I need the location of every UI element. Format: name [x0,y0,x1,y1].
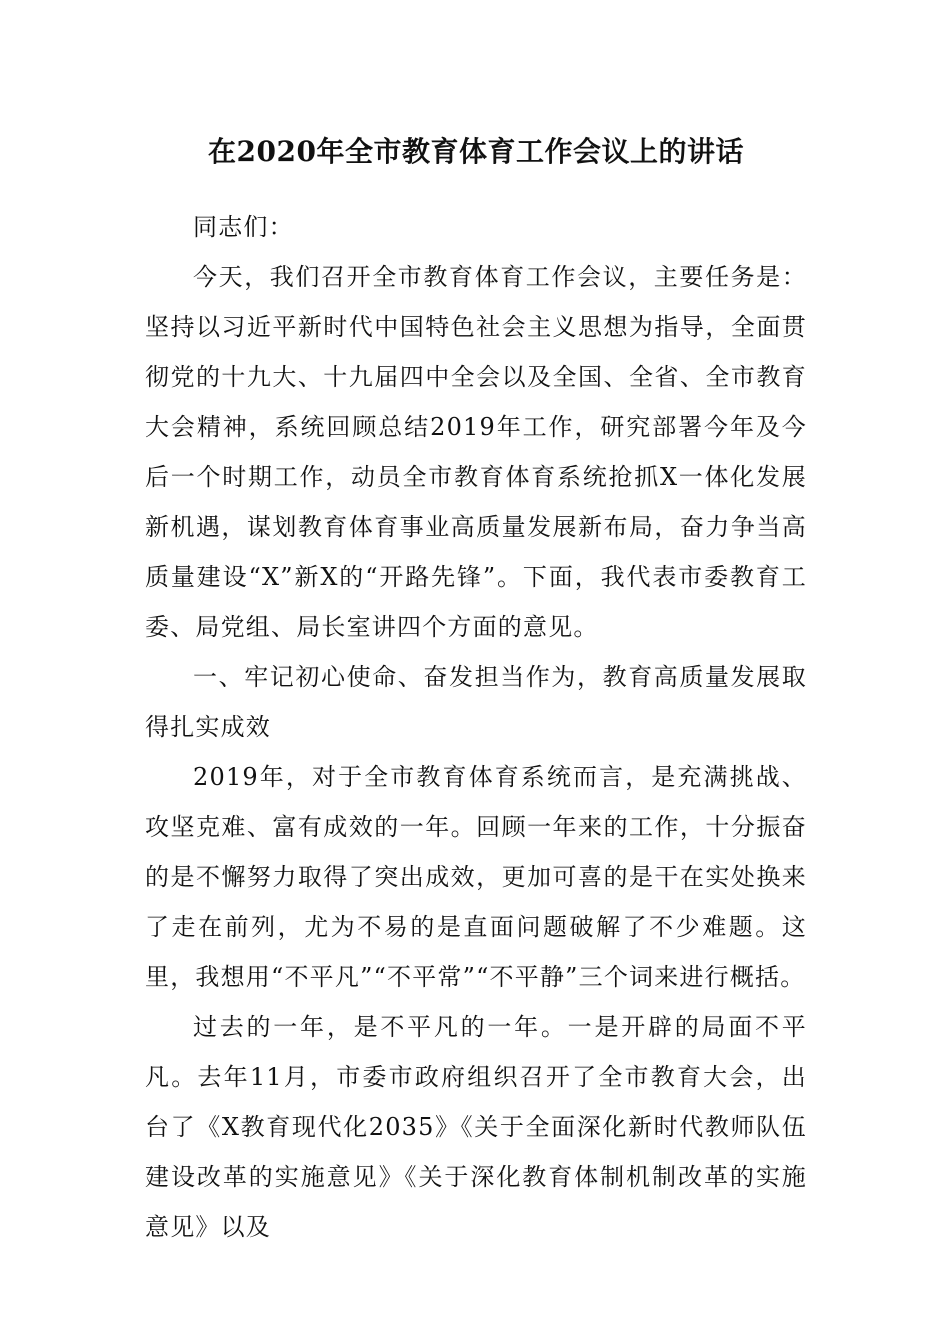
intro-paragraph: 今天，我们召开全市教育体育工作会议，主要任务是：坚持以习近平新时代中国特色社会主义思想为指导，全面贯彻党的十九大、十九届四中全会以及全国、全省、全市教育大会精神，系统回顾总结2019年工作，研究部署今年及今后一个时期工作，动员全市教育体育系统抢抓X一体化发展新机遇，谋划教育体育事业高质量发展新布局，奋力争当高质量建设“X”新X的“开路先锋”。下面，我代表市委教育工委、局党组、局长室讲四个方面的意见。 [145,263,807,641]
document-body [145,130,807,1252]
document-title: 在2020年全市教育体育工作会议上的讲话 [208,135,744,168]
section-heading-one: 一、牢记初心使命、奋发担当作为，教育高质量发展取得扎实成效 [145,663,807,741]
salutation-paragraph: 同志们： [193,213,294,241]
summary-paragraph: 2019年，对于全市教育体育系统而言，是充满挑战、攻坚克难、富有成效的一年。回顾一年来的工作，十分振奋的是不懈努力取得了突出成效，更加可喜的是干在实处换来了走在前列，尤为不易的是直面问题破解了不少难题。这里，我想用“不平凡”“不平常”“不平静”三个词来进行概括。 [145,763,807,991]
review-paragraph: 过去的一年，是不平凡的一年。一是开辟的局面不平凡。去年11月，市委市政府组织召开了全市教育大会，出台了《X教育现代化2035》《关于全面深化新时代教师队伍建设改革的实施意见》《关于深化教育体制机制改革的实施意见》以及 [145,1013,807,1241]
